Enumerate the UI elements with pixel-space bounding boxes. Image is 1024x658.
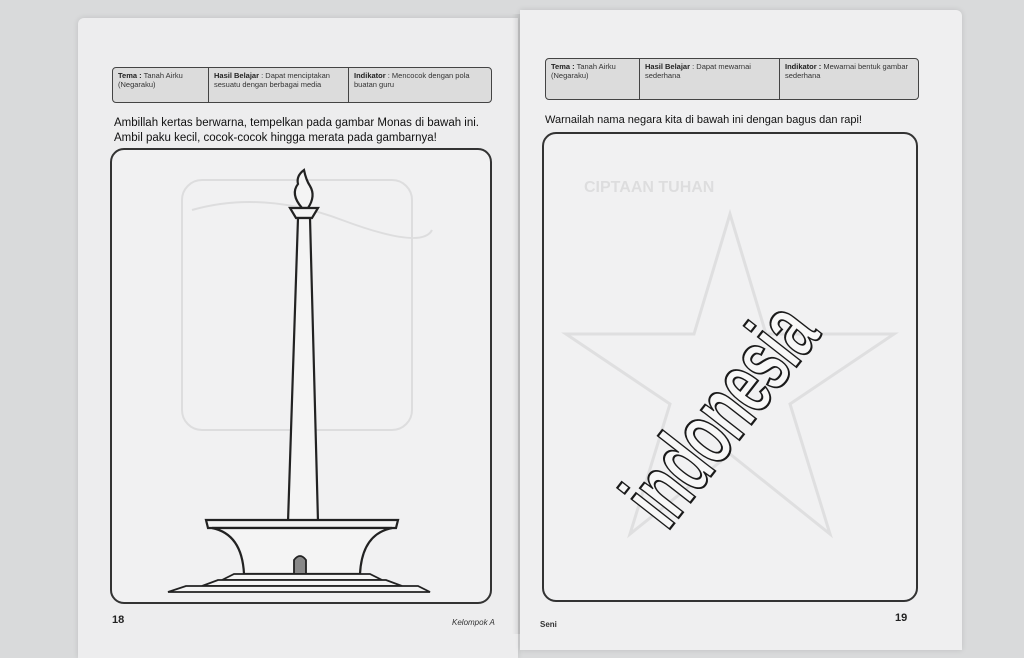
indonesia-frame bbox=[542, 132, 918, 602]
right-page-number: 19 bbox=[895, 612, 908, 624]
hasil-belajar-cell-right bbox=[640, 59, 780, 99]
hasil-value: : Dapat menciptakan sesuatu dengan berbagai media bbox=[214, 71, 330, 90]
left-instruction-2: Ambil paku kecil, cocok-cocok hingga merata pada gambarnya! bbox=[114, 132, 437, 144]
right-footer: Seni bbox=[540, 620, 557, 629]
indikator-cell bbox=[349, 68, 491, 102]
indikator-cell-right bbox=[780, 59, 918, 99]
monas-steps bbox=[168, 586, 430, 592]
tema-cell-right bbox=[546, 59, 640, 99]
right-page-number-badge bbox=[895, 612, 907, 624]
left-header-table bbox=[112, 67, 492, 103]
indikator-label: Indikator bbox=[354, 71, 386, 80]
indonesia-outline-text: indonesia bbox=[602, 285, 837, 545]
tema-label-right: Tema : bbox=[551, 62, 575, 71]
right-header-table bbox=[545, 58, 919, 100]
left-page-number-badge bbox=[112, 614, 124, 626]
monas-frame bbox=[110, 148, 492, 604]
left-instruction-1: Ambillah kertas berwarna, tempelkan pada gambar Monas di bawah ini. bbox=[114, 117, 480, 129]
indonesia-drawing bbox=[544, 134, 916, 600]
monas-drawing bbox=[112, 150, 490, 602]
tema-cell bbox=[113, 68, 209, 102]
hasil-label: Hasil Belajar bbox=[214, 71, 260, 80]
faint-heading: CIPTAAN TUHAN bbox=[584, 179, 715, 196]
tema-value: Tanah Airku (Negaraku) bbox=[118, 71, 183, 90]
tema-label: Tema : bbox=[118, 71, 142, 80]
tema-value-right: Tanah Airku (Negaraku) bbox=[551, 62, 616, 81]
hasil-label-right: Hasil Belajar bbox=[645, 62, 691, 71]
indikator-label-right: Indikator : bbox=[785, 62, 822, 71]
right-instruction: Warnailah nama negara kita di bawah ini dengan bagus dan rapi! bbox=[545, 114, 862, 126]
monas-flame bbox=[295, 170, 313, 208]
indikator-value: : Mencocok dengan pola buatan guru bbox=[354, 71, 470, 90]
left-footer: Kelompok A bbox=[452, 618, 495, 627]
monas-tower bbox=[288, 218, 318, 522]
left-page-number: 18 bbox=[112, 614, 125, 626]
hasil-belajar-cell bbox=[209, 68, 349, 102]
indikator-value-right: Mewarnai bentuk gambar sederhana bbox=[785, 62, 908, 81]
hasil-value-right: : Dapat mewarnai sederhana bbox=[645, 62, 751, 81]
